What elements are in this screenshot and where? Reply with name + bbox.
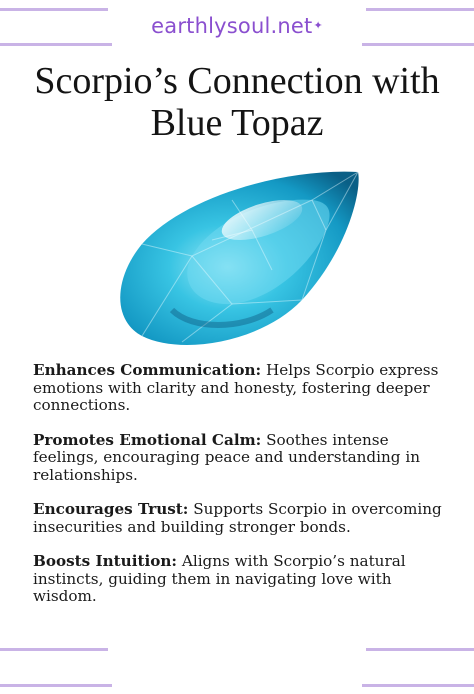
item-text: Soothes intense feelings, encouraging peace and understanding in relationships. <box>33 430 420 484</box>
item-text: Aligns with Scorpio’s natural instincts, guiding them in navigating love with wisdom. <box>33 552 406 605</box>
list-item <box>33 432 448 485</box>
item-label: Encourages Trust: <box>33 500 189 518</box>
decorative-rule-bottom-left-upper <box>0 648 108 651</box>
item-text: Supports Scorpio in overcoming insecurities and building stronger bonds. <box>33 500 442 536</box>
decorative-rule-top-right-lower <box>362 43 474 46</box>
decorative-rule-bottom-left-lower <box>0 684 112 687</box>
decorative-rule-bottom-right-upper <box>366 648 474 651</box>
blue-topaz-gem-icon <box>112 160 364 350</box>
item-text: Helps Scorpio express emotions with clarity and honesty, fostering deeper connections. <box>33 361 439 414</box>
decorative-rule-top-left-lower <box>0 43 112 46</box>
list-item <box>33 553 448 606</box>
list-item <box>33 501 448 536</box>
item-label: Boosts Intuition: <box>33 552 178 570</box>
decorative-rule-top-left-upper <box>0 8 108 11</box>
list-item <box>33 362 448 415</box>
decorative-rule-bottom-right-lower <box>362 684 474 687</box>
page-title: Scorpio’s Connection with Blue Topaz <box>34 60 440 144</box>
item-label: Promotes Emotional Calm: <box>33 430 262 449</box>
sparkle-icon: ✦ <box>313 19 323 32</box>
benefits-list <box>33 362 448 623</box>
brand-logo-text: earthlysoul.net <box>151 14 313 38</box>
item-label: Enhances Communication: <box>33 361 262 379</box>
brand-logo[interactable] <box>0 13 474 39</box>
decorative-rule-top-right-upper <box>366 8 474 11</box>
